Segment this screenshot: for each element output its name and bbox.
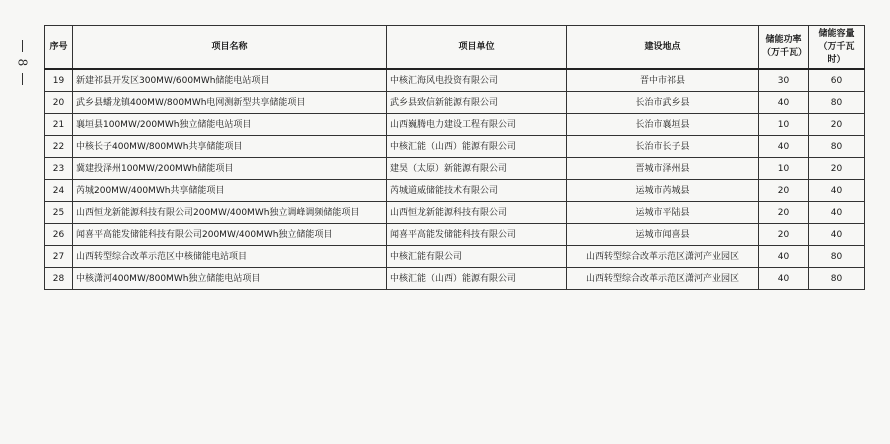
table-row — [45, 180, 865, 202]
cell-name: 中核长子400MW/800MWh共享储能项目 — [73, 136, 387, 158]
table-row — [45, 114, 865, 136]
cell-name: 中核潇河400MW/800MWh独立储能电站项目 — [73, 268, 387, 290]
page-number-value: 8 — [15, 58, 30, 67]
cell-unit: 山西恒龙新能源科技有限公司 — [387, 202, 567, 224]
cell-location: 晋中市祁县 — [567, 69, 759, 92]
cell-index: 24 — [45, 180, 73, 202]
table-row — [45, 92, 865, 114]
header-index: 序号 — [45, 26, 73, 70]
cell-capacity: 80 — [809, 268, 865, 290]
cell-index: 27 — [45, 246, 73, 268]
page-number-dash-bottom — [22, 73, 23, 85]
cell-name: 闻喜平高能发储能科技有限公司200MW/400MWh独立储能项目 — [73, 224, 387, 246]
cell-name: 冀建投泽州100MW/200MWh储能项目 — [73, 158, 387, 180]
cell-location: 晋城市泽州县 — [567, 158, 759, 180]
cell-power: 30 — [759, 69, 809, 92]
cell-power: 20 — [759, 202, 809, 224]
cell-index: 25 — [45, 202, 73, 224]
cell-location: 运城市芮城县 — [567, 180, 759, 202]
cell-location: 山西转型综合改革示范区潇河产业园区 — [567, 246, 759, 268]
cell-location: 运城市平陆县 — [567, 202, 759, 224]
table-row — [45, 246, 865, 268]
table-row — [45, 268, 865, 290]
table-row — [45, 69, 865, 92]
cell-name: 山西恒龙新能源科技有限公司200MW/400MWh独立调峰调频储能项目 — [73, 202, 387, 224]
cell-power: 20 — [759, 224, 809, 246]
cell-location: 长治市武乡县 — [567, 92, 759, 114]
cell-unit: 建昊（太原）新能源有限公司 — [387, 158, 567, 180]
cell-power: 40 — [759, 136, 809, 158]
energy-storage-projects-table — [44, 25, 865, 290]
cell-power: 10 — [759, 158, 809, 180]
cell-unit: 中核汇海风电投资有限公司 — [387, 69, 567, 92]
cell-unit: 山西巍腾电力建设工程有限公司 — [387, 114, 567, 136]
cell-unit: 武乡县致信新能源有限公司 — [387, 92, 567, 114]
cell-index: 22 — [45, 136, 73, 158]
cell-capacity: 40 — [809, 202, 865, 224]
cell-name: 山西转型综合改革示范区中核储能电站项目 — [73, 246, 387, 268]
table-row — [45, 202, 865, 224]
cell-power: 40 — [759, 268, 809, 290]
cell-capacity: 40 — [809, 180, 865, 202]
cell-power: 40 — [759, 92, 809, 114]
cell-capacity: 20 — [809, 114, 865, 136]
table-header-row — [45, 26, 865, 70]
header-capacity: 储能容量 （万千瓦时） — [809, 26, 865, 70]
header-location: 建设地点 — [567, 26, 759, 70]
cell-unit: 芮城道威储能技术有限公司 — [387, 180, 567, 202]
cell-power: 10 — [759, 114, 809, 136]
cell-location: 长治市长子县 — [567, 136, 759, 158]
cell-location: 运城市闻喜县 — [567, 224, 759, 246]
page-number — [14, 40, 30, 85]
cell-capacity: 20 — [809, 158, 865, 180]
page-number-dash-top — [22, 40, 23, 52]
cell-index: 20 — [45, 92, 73, 114]
table-row — [45, 158, 865, 180]
cell-capacity: 80 — [809, 246, 865, 268]
cell-capacity: 80 — [809, 136, 865, 158]
table-row — [45, 136, 865, 158]
cell-index: 21 — [45, 114, 73, 136]
cell-name: 襄垣县100MW/200MWh独立储能电站项目 — [73, 114, 387, 136]
cell-name: 新建祁县开发区300MW/600MWh储能电站项目 — [73, 69, 387, 92]
cell-capacity: 80 — [809, 92, 865, 114]
cell-capacity: 60 — [809, 69, 865, 92]
cell-name: 芮城200MW/400MWh共享储能项目 — [73, 180, 387, 202]
header-name: 项目名称 — [73, 26, 387, 70]
cell-unit: 中核汇能（山西）能源有限公司 — [387, 268, 567, 290]
cell-index: 28 — [45, 268, 73, 290]
cell-unit: 中核汇能（山西）能源有限公司 — [387, 136, 567, 158]
cell-capacity: 40 — [809, 224, 865, 246]
cell-power: 40 — [759, 246, 809, 268]
cell-index: 26 — [45, 224, 73, 246]
header-unit: 项目单位 — [387, 26, 567, 70]
cell-power: 20 — [759, 180, 809, 202]
cell-unit: 中核汇能有限公司 — [387, 246, 567, 268]
cell-name: 武乡县蟠龙镇400MW/800MWh电网测新型共享储能项目 — [73, 92, 387, 114]
cell-location: 长治市襄垣县 — [567, 114, 759, 136]
table-row — [45, 224, 865, 246]
header-power: 储能功率 （万千瓦） — [759, 26, 809, 70]
cell-index: 23 — [45, 158, 73, 180]
cell-index: 19 — [45, 69, 73, 92]
cell-location: 山西转型综合改革示范区潇河产业园区 — [567, 268, 759, 290]
cell-unit: 闻喜平高能发储能科技有限公司 — [387, 224, 567, 246]
